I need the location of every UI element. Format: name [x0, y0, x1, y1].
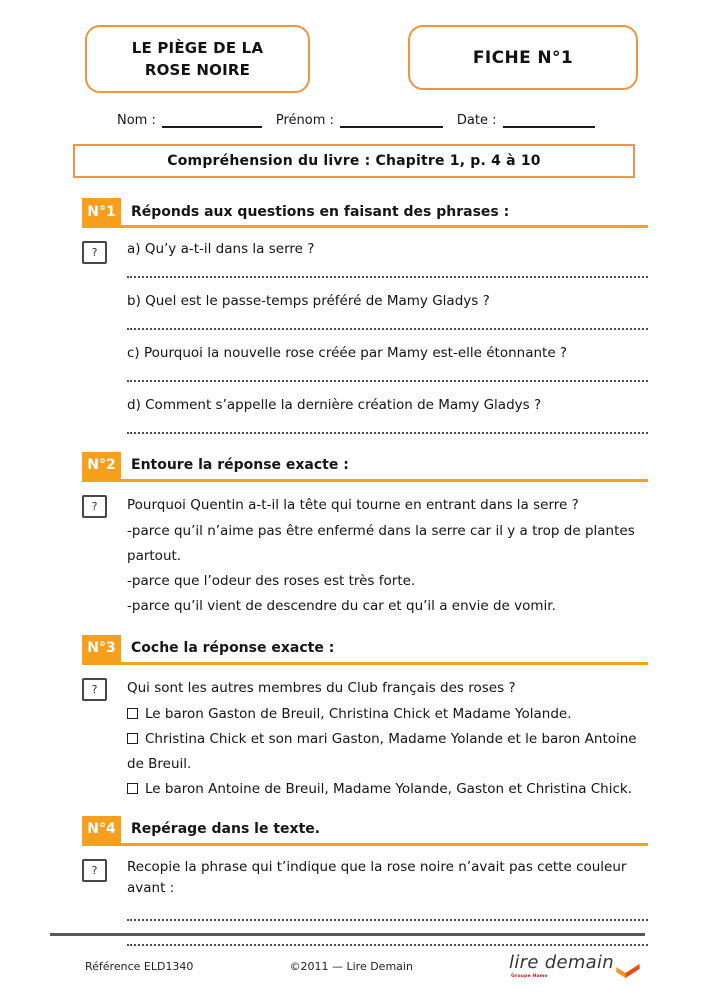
section-4-content	[127, 857, 648, 963]
section-4	[82, 816, 648, 963]
section-2	[82, 452, 648, 619]
prenom-label: Prénom :	[275, 113, 334, 128]
section-3-content	[127, 676, 648, 802]
section-3	[82, 635, 648, 802]
section-1-body	[82, 239, 648, 434]
answer-line[interactable]	[127, 374, 648, 382]
answer-line[interactable]	[127, 322, 648, 330]
date-label: Date :	[456, 113, 497, 128]
checkbox-icon[interactable]	[127, 708, 138, 719]
book-swoosh-icon	[615, 958, 641, 982]
section-2-header	[82, 452, 648, 482]
question-c: c) Pourquoi la nouvelle rose créée par Mamy est-elle étonnante ?	[127, 344, 568, 361]
footer-divider	[50, 933, 645, 936]
section-4-badge: N°4	[82, 816, 121, 843]
copyright-label: ©2011 — Lire Demain	[289, 960, 413, 973]
check-option-3-label: Le baron Antoine de Breuil, Madame Yolande, Gaston et Christina Chick.	[145, 780, 633, 797]
check-option-2-label: Christina Chick et son mari Gaston, Madame Yolande et le baron Antoine de Breuil.	[127, 730, 637, 772]
section-2-title: Entoure la réponse exacte :	[131, 457, 349, 474]
section-1	[82, 198, 648, 434]
page-footer	[85, 952, 641, 982]
reference-label: Référence ELD1340	[85, 960, 194, 973]
check-option-1	[127, 702, 648, 727]
section-2-body	[82, 493, 648, 619]
marker-column	[82, 239, 127, 434]
circle-option-1[interactable]: -parce qu’il n’aime pas être enfermé dans la serre car il y a trop de plantes partout.	[127, 522, 635, 564]
page-header	[0, 0, 707, 93]
section-1-badge: N°1	[82, 198, 121, 225]
section-3-title: Coche la réponse exacte :	[131, 640, 335, 657]
publisher-logo-subtext: Groupe Hamo	[511, 974, 548, 979]
section-4-header	[82, 816, 648, 846]
book-title-box	[85, 25, 310, 93]
check-option-3	[127, 777, 648, 802]
section-2-question: Pourquoi Quentin a-t-il la tête qui tourne en entrant dans la serre ?	[127, 496, 579, 513]
question-a: a) Qu’y a-t-il dans la serre ?	[127, 241, 315, 257]
question-b: b) Quel est le passe-temps préféré de Mamy Gladys ?	[127, 292, 490, 309]
section-1-title: Réponds aux questions en faisant des phrases :	[131, 203, 510, 220]
marker-column	[82, 857, 127, 963]
question-mark-box-icon: ?	[82, 241, 107, 264]
marker-column	[82, 493, 127, 619]
circle-option-2[interactable]: -parce que l’odeur des roses est très forte.	[127, 572, 416, 589]
question-mark-box-icon: ?	[82, 678, 107, 701]
prenom-field[interactable]	[340, 115, 443, 128]
question-d: d) Comment s’appelle la dernière création de Mamy Gladys ?	[127, 396, 542, 413]
section-3-question: Qui sont les autres membres du Club français des roses ?	[127, 679, 516, 696]
identity-row	[117, 113, 707, 128]
section-4-question: Recopie la phrase qui t’indique que la rose noire n’avait pas cette couleur avant :	[127, 858, 627, 896]
section-1-questions	[127, 239, 648, 434]
question-mark-box-icon: ?	[82, 495, 107, 518]
circle-option-3[interactable]: -parce qu’il vient de descendre du car et qu’il a envie de vomir.	[127, 597, 556, 614]
marker-column	[82, 676, 127, 802]
check-option-2	[127, 727, 648, 777]
check-option-1-label: Le baron Gaston de Breuil, Christina Chick et Madame Yolande.	[145, 705, 572, 722]
nom-field[interactable]	[162, 115, 262, 128]
question-mark-box-icon: ?	[82, 859, 107, 882]
answer-line[interactable]	[127, 938, 648, 946]
fiche-number-label: FICHE N°1	[472, 47, 574, 68]
section-3-body	[82, 676, 648, 802]
book-title-line1: LE PIÈGE DE LA	[131, 38, 264, 57]
worksheet-content	[0, 198, 707, 963]
section-1-header	[82, 198, 648, 228]
nom-label: Nom :	[117, 113, 156, 128]
book-title-line2: ROSE NOIRE	[144, 61, 251, 79]
section-2-content	[127, 493, 648, 619]
subject-banner	[73, 144, 635, 178]
publisher-logo	[509, 952, 641, 982]
checkbox-icon[interactable]	[127, 733, 138, 744]
section-3-badge: N°3	[82, 635, 121, 662]
answer-line[interactable]	[127, 913, 648, 921]
fiche-number-box	[408, 25, 638, 90]
section-2-badge: N°2	[82, 452, 121, 479]
publisher-logo-text: lire demain	[509, 952, 614, 973]
section-3-header	[82, 635, 648, 665]
answer-line[interactable]	[127, 270, 648, 278]
section-4-title: Repérage dans le texte.	[131, 821, 321, 838]
subject-banner-text: Compréhension du livre : Chapitre 1, p. 4 à 10	[167, 153, 541, 169]
answer-line[interactable]	[127, 426, 648, 434]
section-4-body	[82, 857, 648, 963]
date-field[interactable]	[503, 115, 595, 128]
checkbox-icon[interactable]	[127, 783, 138, 794]
